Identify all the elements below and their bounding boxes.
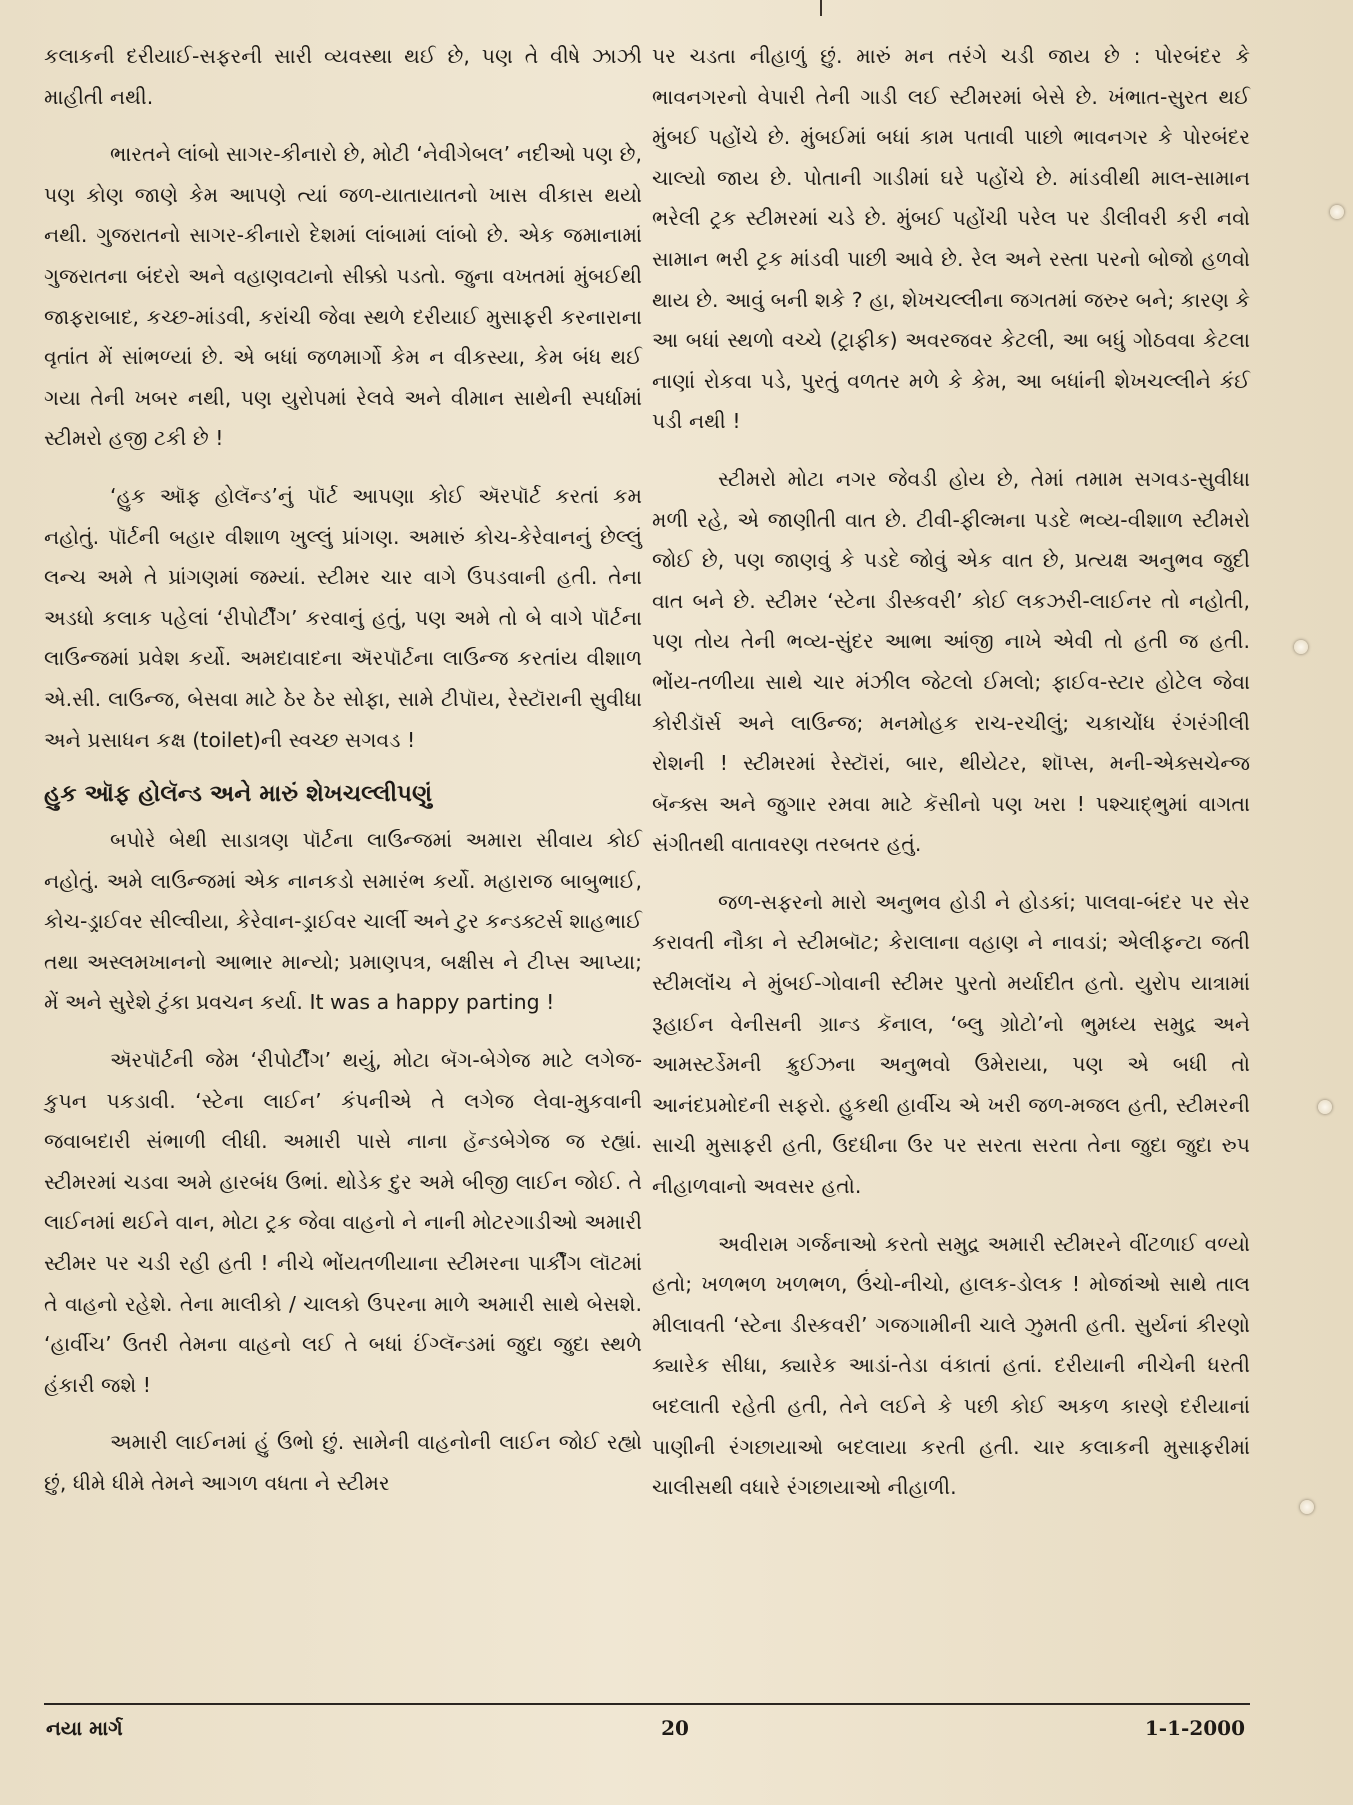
paragraph: અમારી લાઈનમાં હું ઉભો છું. સામેની વાહનોની લાઈન જોઈ રહ્યો છું, ધીમે ધીમે તેમને આગળ વધતા ને સ્ટીમર xyxy=(44,1430,642,1495)
right-column xyxy=(652,36,1250,1508)
paragraph: સ્ટીમરો મોટા નગર જેવડી હોય છે, તેમાં તમામ સગવડ-સુવીધા મળી રહે, એ જાણીતી વાત છે. ટીવી-ફીલ્મના પડદે ભવ્ય-વીશાળ સ્ટીમરો જોઈ છે, પણ જાણવું કે પડદે જોવું એક વાત છે, પ્રત્યક્ષ અનુભવ જુદી વાત બને છે. સ્ટીમર ‘સ્ટેના ડીસ્કવરી’ કોઈ લકઝરી-લાઈનર તો નહોતી, પણ તોય તેની ભવ્ય-સુંદર આભા આંજી નાખે એવી તો હતી જ હતી. ભોંય-તળીયા સાથે ચાર મંઝીલ જેટલો ઈમલો; ફાઈવ-સ્ટાર હોટેલ જેવા કોરીડૉર્સ અને લાઉન્જ; મનમોહક રાચ-રચીલું; ચકાચોંધ રંગરંગીલી રોશની ! સ્ટીમરમાં રેસ્ટૉરાં, બાર, થીયેટર, શૉપ્સ, મની-એક્સચેન્જ બૅન્ક્સ અને જુગાર રમવા માટે કૅસીનો પણ ખરા ! પશ્ચાદ્ભુમાં વાગતા સંગીતથી વાતાવરણ તરબતર હતું. xyxy=(652,466,1250,857)
staple-hole xyxy=(1300,1500,1314,1514)
paragraph: ‘હુક ઑફ હોલૅન્ડ’નું પૉર્ટ આપણા કોઈ ઍરપૉર્ટ કરતાં કમ નહોતું. પૉર્ટની બહાર વીશાળ ખુલ્લું પ્રાંગણ. અમારું કોચ-કેરેવાનનું છેલ્લું લન્ચ અમે તે પ્રાંગણમાં જમ્યાં. સ્ટીમર ચાર વાગે ઉપડવાની હતી. તેના અડધો કલાક પહેલાં ‘રીપોર્ટીંગ’ કરવાનું હતું, પણ અમે તો બે વાગે પૉર્ટના લાઉન્જમાં પ્રવેશ કર્યો. અમદાવાદના ઍરપૉર્ટના લાઉન્જ કરતાંય વીશાળ એ.સી. લાઉન્જ, બેસવા માટે ઠેર ઠેર સોફા, સામે ટીપૉય, રેસ્ટૉરાની સુવીધા અને પ્રસાધન કક્ષ (toilet)ની સ્વચ્છ સગવડ ! xyxy=(44,483,642,752)
paragraph: અવીરામ ગર્જનાઓ કરતો સમુદ્ર અમારી સ્ટીમરને વીંટળાઈ વળ્યો હતો; ખળભળ ખળભળ, ઉંચો-નીચો, હાલક-ડોલક ! મોજાંઓ સાથે તાલ મીલાવતી ‘સ્ટેના ડીસ્કવરી’ ગજગામીની ચાલે ઝુમતી હતી. સુર્યનાં કીરણો ક્યારેક સીધા, ક્યારેક આડાં-તેડા વંકાતાં હતાં. દરીયાની નીચેની ધરતી બદલાતી રહેતી હતી, તેને લઈને કે પછી કોઈ અકળ કારણે દરીયાનાં પાણીની રંગછાયાઓ બદલાયા કરતી હતી. ચાર કલાકની મુસાફરીમાં ચાલીસથી વધારે રંગછાયાઓ નીહાળી. xyxy=(652,1231,1250,1500)
paragraph: ભારતને લાંબો સાગર-કીનારો છે, મોટી ‘નેવીગેબલ’ નદીઓ પણ છે, પણ કોણ જાણે કેમ આપણે ત્યાં જળ-યાતાયાતનો ખાસ વીકાસ થયો નથી. ગુજરાતનો સાગર-કીનારો દેશમાં લાંબામાં લાંબો છે. એક જમાનામાં ગુજરાતના બંદરો અને વહાણવટાનો સીક્કો પડતો. જુના વખતમાં મુંબઈથી જાફરાબાદ, કચ્છ-માંડવી, કરાંચી જેવા સ્થળે દરીયાઈ મુસાફરી કરનારાના વૃતાંત મેં સાંભળ્યાં છે. એ બધાં જળમાર્ગો કેમ ન વીકસ્યા, કેમ બંધ થઈ ગયા તેની ખબર નથી, પણ યુરોપમાં રેલવે અને વીમાન સાથેની સ્પર્ધામાં સ્ટીમરો હજી ટકી છે ! xyxy=(44,142,642,451)
crop-mark xyxy=(820,0,822,16)
footer-rule xyxy=(44,1703,1250,1705)
paragraph: જળ-સફરનો મારો અનુભવ હોડી ને હોડકાં; પાલવા-બંદર પર સેર કરાવતી નૌકા ને સ્ટીમબૉટ; કેરાલાના વહાણ ને નાવડાં; એલીફન્ટા જતી સ્ટીમલૉંચ ને મુંબઈ-ગોવાની સ્ટીમર પુરતો મર્યાદીત હતો. યુરોપ યાત્રામાં રૂહાઈન વેનીસની ગ્રાન્ડ કૅનાલ, ‘બ્લુ ગ્રોટો’નો ભુમધ્ય સમુદ્ર અને આમસ્ટર્ડેમની ક્રુઈઝના અનુભવો ઉમેરાયા, પણ એ બધી તો આનંદપ્રમોદની સફરો. હુકથી હાર્વીચ એ ખરી જળ-મજલ હતી, સ્ટીમરની સાચી મુસાફરી હતી, ઉદધીના ઉર પર સરતા સરતા તેના જુદા જુદા રુપ નીહાળવાનો અવસર હતો. xyxy=(652,889,1250,1199)
staple-hole xyxy=(1318,1100,1332,1114)
paragraph: બપોરે બેથી સાડાત્રણ પૉર્ટના લાઉન્જમાં અમારા સીવાય કોઈ નહોતું. અમે લાઉન્જમાં એક નાનકડો સમારંભ કર્યો. મહારાજ બાબુભાઈ, કોચ-ડ્રાઈવર સીલ્વીયા, કેરેવાન-ડ્રાઈવર ચાર્લી અને ટુર કન્ડક્ટર્સ શાહભાઈ તથા અસ્લમખાનનો આભાર માન્યો; પ્રમાણપત્ર, બક્ષીસ ને ટીપ્સ આપ્યા; મેં અને સુરેશે ટુંકા પ્રવચન કર્યા. It was a happy parting ! xyxy=(44,828,642,1015)
paragraph: કલાકની દરીયાઈ-સફરની સારી વ્યવસ્થા થઈ છે, પણ તે વીષે ઝાઝી માહીતી નથી. xyxy=(44,44,642,109)
section-heading: હુક ઑફ હોલૅન્ડ અને મારું શેખચલ્લીપણું xyxy=(44,781,433,808)
paragraph: ઍરપૉર્ટની જેમ ‘રીપોર્ટીંગ’ થયું, મોટા બૅગ-બેગેજ માટે લગેજ-કુપન પકડાવી. ‘સ્ટેના લાઈન’ કંપનીએ તે લગેજ લેવા-મુકવાની જવાબદારી સંભાળી લીધી. અમારી પાસે નાના હૅન્ડબેગેજ જ રહ્યાં. સ્ટીમરમાં ચડવા અમે હારબંધ ઉભાં. થોડેક દુર અમે બીજી લાઈન જોઈ. તે લાઈનમાં થઈને વાન, મોટા ટ્રક જેવા વાહનો ને નાની મોટરગાડીઓ અમારી સ્ટીમર પર ચડી રહી હતી ! નીચે ભોંયતળીયાના સ્ટીમરના પાર્કીંગ લૉટમાં તે વાહનો રહેશે. તેના માલીકો / ચાલકો ઉપરના માળે અમારી સાથે બેસશે. ‘હાર્વીચ’ ઉતરી તેમના વાહનો લઈ તે બધાં ઈંગ્લૅન્ડમાં જુદા જુદા સ્થળે હંકારી જશે ! xyxy=(44,1048,642,1397)
publication-name: નયા માર્ગ xyxy=(46,1716,123,1740)
issue-date: 1-1-2000 xyxy=(1144,1716,1245,1740)
page-number: 20 xyxy=(661,1716,689,1740)
paragraph: પર ચડતા નીહાળું છું. મારું મન તરંગે ચડી જાય છે : પોરબંદર કે ભાવનગરનો વેપારી તેની ગાડી લઈ સ્ટીમરમાં બેસે છે. ખંભાત-સુરત થઈ મુંબઈ પહોંચે છે. મુંબઈમાં બધાં કામ પતાવી પાછો ભાવનગર કે પોરબંદર ચાલ્યો જાય છે. પોતાની ગાડીમાં ઘરે પહોંચે છે. માંડવીથી માલ-સામાન ભરેલી ટ્રક સ્ટીમરમાં ચડે છે. મુંબઈ પહોંચી પરેલ પર ડીલીવરી કરી નવો સામાન ભરી ટ્રક માંડવી પાછી આવે છે. રેલ અને રસ્તા પરનો બોજો હળવો થાય છે. આવું બની શકે ? હા, શેખચલ્લીના જગતમાં જરુર બને; કારણ કે આ બધાં સ્થળો વચ્ચે (ટ્રાફીક) અવરજવર કેટલી, આ બધું ગોઠવવા કેટલા નાણાં રોકવા પડે, પુરતું વળતર મળે કે કેમ, આ બધાંની શેખચલ્લીને કંઈ પડી નથી ! xyxy=(652,44,1250,434)
left-column xyxy=(44,36,642,1504)
staple-hole xyxy=(1330,205,1344,219)
staple-hole xyxy=(1294,640,1308,654)
